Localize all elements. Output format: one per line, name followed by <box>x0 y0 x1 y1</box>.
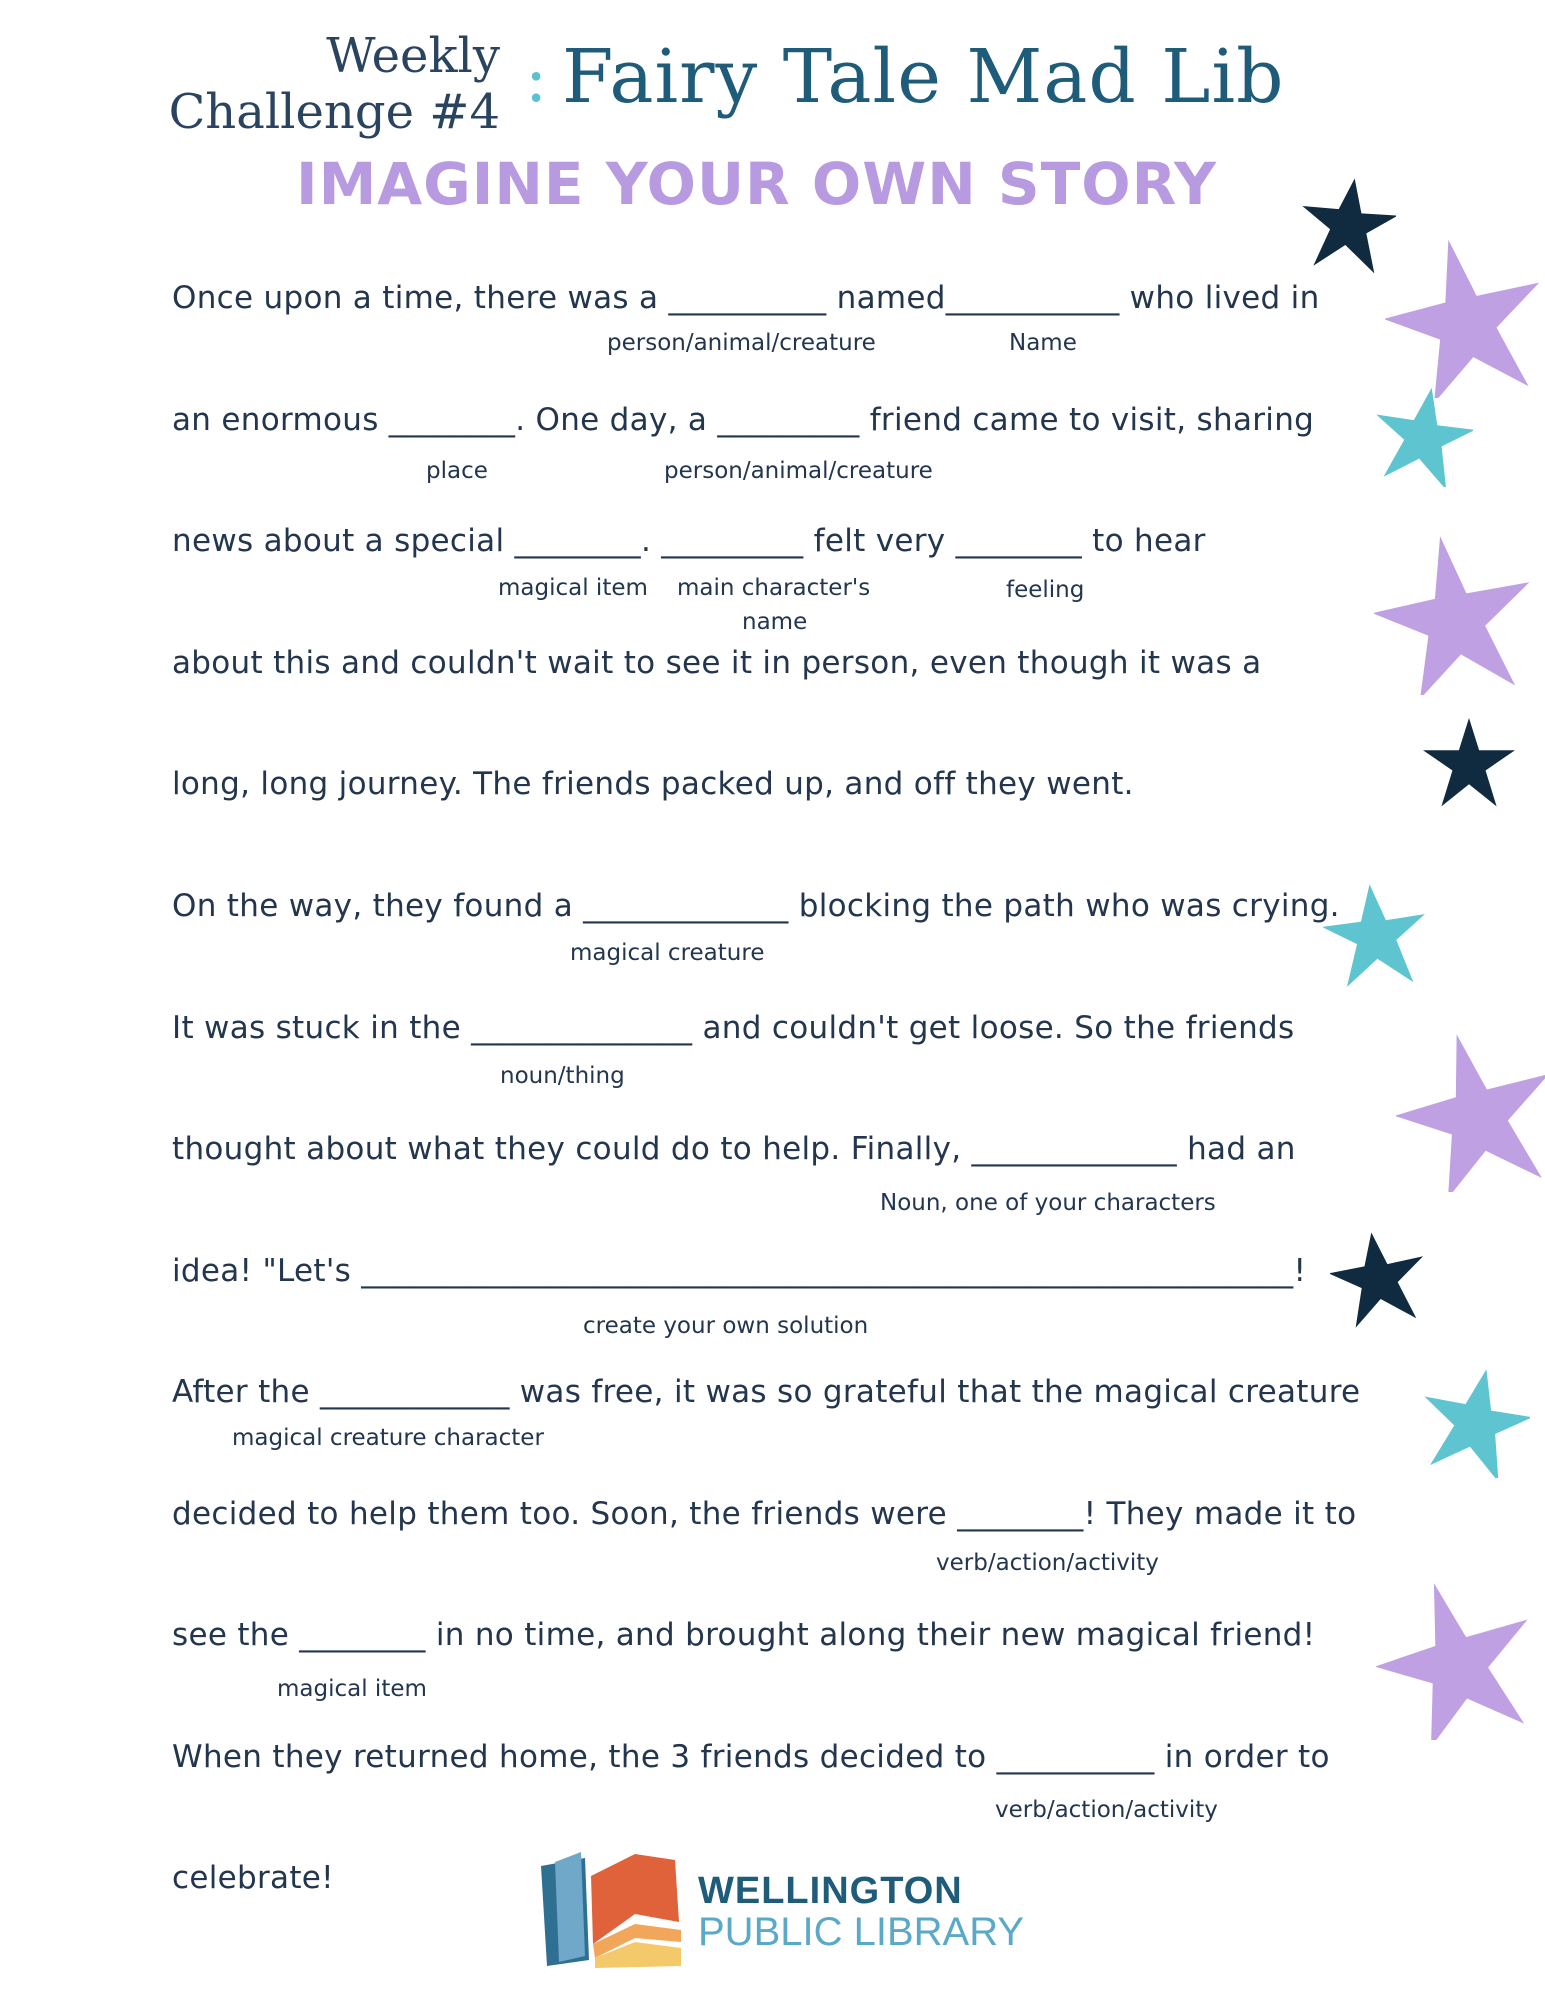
hint-noun-thing: noun/thing <box>500 1063 625 1089</box>
hint-verb-action-activity-2: verb/action/activity <box>995 1797 1218 1823</box>
star-icon <box>1396 1032 1545 1192</box>
hint-magical-creature-character: magical creature character <box>232 1425 544 1451</box>
hint-magical-creature: magical creature <box>570 940 765 966</box>
story-line-7: It was stuck in the ______________ and couldn't get loose. So the friends <box>172 1010 1295 1046</box>
story-line-11: decided to help them too. Soon, the friends were ________! They made it to <box>172 1496 1357 1532</box>
star-icon <box>1376 1580 1536 1740</box>
star-icon <box>1330 1232 1426 1328</box>
star-icon <box>1373 387 1473 487</box>
page-subtitle: IMAGINE YOUR OWN STORY <box>296 150 1218 218</box>
story-line-8: thought about what they could do to help. Finally, _____________ had an <box>172 1131 1296 1167</box>
header-weekly-challenge <box>169 28 500 140</box>
star-icon <box>1300 178 1396 274</box>
story-line-6: On the way, they found a _____________ blocking the path who was crying. <box>172 888 1340 924</box>
star-icon <box>1420 1368 1530 1478</box>
hint-main-character-name: name <box>742 609 808 635</box>
hint-person-animal-creature-2: person/animal/creature <box>664 458 933 484</box>
story-line-5: long, long journey. The friends packed up, and off they went. <box>172 766 1134 802</box>
story-line-9: idea! "Let's ___________________________________________________________! <box>172 1253 1307 1289</box>
story-line-1: Once upon a time, there was a __________ named___________ who lived in <box>172 280 1320 316</box>
hint-name: Name <box>1009 330 1077 356</box>
hint-verb-action-activity: verb/action/activity <box>936 1550 1159 1576</box>
story-line-3: news about a special ________. _________ felt very ________ to hear <box>172 523 1206 559</box>
hint-main-character: main character's <box>677 575 871 601</box>
logo-line-2: PUBLIC LIBRARY <box>698 1910 1025 1954</box>
story-line-13: When they returned home, the 3 friends decided to __________ in order to <box>172 1739 1330 1775</box>
star-icon <box>1423 718 1515 810</box>
hint-magical-item-2: magical item <box>277 1676 427 1702</box>
header-challenge-number: Challenge #4 <box>168 84 500 140</box>
story-line-4: about this and couldn't wait to see it in person, even though it was a <box>172 645 1262 681</box>
hint-magical-item: magical item <box>498 575 648 601</box>
star-icon <box>1323 884 1427 988</box>
header-colon: : <box>525 40 548 117</box>
star-icon <box>1385 238 1545 398</box>
star-icon <box>1374 535 1534 695</box>
wellington-public-library-logo <box>535 1850 1035 1970</box>
hint-person-animal-creature: person/animal/creature <box>607 330 876 356</box>
logo-line-1: WELLINGTON <box>698 1870 963 1912</box>
hint-create-solution: create your own solution <box>583 1313 869 1339</box>
story-line-12: see the ________ in no time, and brought along their new magical friend! <box>172 1617 1316 1653</box>
story-line-14: celebrate! <box>172 1860 334 1896</box>
page-title: Fairy Tale Mad Lib <box>562 34 1285 120</box>
story-line-2: an enormous ________. One day, a _________ friend came to visit, sharing <box>172 402 1315 438</box>
header-weekly: Weekly <box>326 28 500 84</box>
story-line-10: After the ____________ was free, it was so grateful that the magical creature <box>172 1374 1361 1410</box>
hint-noun-character: Noun, one of your characters <box>880 1190 1216 1216</box>
hint-place: place <box>426 458 488 484</box>
book-icon <box>535 1850 685 1970</box>
hint-feeling: feeling <box>1006 577 1085 603</box>
